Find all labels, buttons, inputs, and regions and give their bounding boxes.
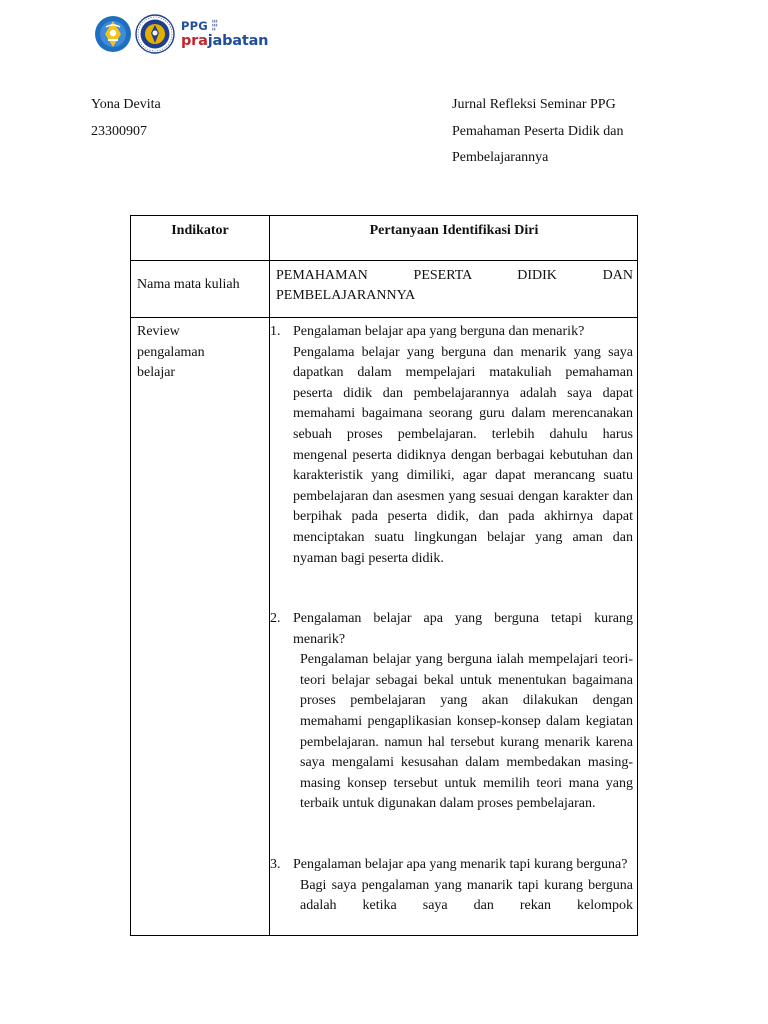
student-name: Yona Devita xyxy=(91,97,161,112)
subject-line-1: Pemahaman Peserta Didik dan xyxy=(452,123,624,139)
list-item xyxy=(270,609,633,815)
row-label-review-pengalaman: Review pengalaman belajar xyxy=(137,324,205,381)
ppg-logo-tagline-mark: ▮▮▮ ▮▮▮ ▮▮ xyxy=(211,19,218,31)
subject-line-2: Pembelajarannya xyxy=(452,150,549,165)
list-item-number: 1. xyxy=(270,324,281,339)
answer-2-text: Pengalaman belajar yang berguna ialah mempelajari teori-teori belajar sebagai bekal untuk menentukan bagaimana proses pembelajaran yang akan dilakukan dengan memahami pengaplikasian konsep-konsep dalam kegiatan pembelajaran. namun hal tersebut kurang menarik karena saya mengalami kesusahan dalam membedakan masing-masing konsep tersebut untuk memilih teori mana yang terbaik untuk digunakan dalam proses pembelajaran. xyxy=(300,652,633,812)
answer-1-text: Pengalama belajar yang berguna dan menarik yang saya dapatkan dalam mempelajari matakuliah pemahaman peserta didik dan pembelajarannya adalah saya dapat memahami bagaimana seorang guru dalam merencanakan sebuah proses pembelajaran. terlebih dahulu harus mengenal peserta didiknya dengan berbagai kebutuhan dan karakteristik yang dimiliki, agar dapat merancang suatu pembelajaran dan asesmen yang sesuai dengan karakter dan berpihak pada peserta didik, dan pada akhirnya dapat menciptakan suatu lingkungan belajar yang aman dan nyaman bagi peserta didik. xyxy=(293,344,633,566)
list-item-number: 3. xyxy=(270,857,281,872)
header-logos xyxy=(94,13,268,55)
ppg-prajabatan-logo xyxy=(181,19,268,49)
list-item-number: 2. xyxy=(270,611,281,626)
reflection-table xyxy=(130,215,638,936)
table-row-divider xyxy=(131,317,637,318)
list-item xyxy=(270,322,633,569)
question-1-text: Pengalaman belajar apa yang berguna dan menarik? xyxy=(293,324,585,339)
ppg-logo-word: PPG xyxy=(181,19,208,33)
university-seal-logo-icon xyxy=(135,14,175,54)
answer-3-text: Bagi saya pengalaman yang manarik tapi kurang berguna adalah ketika saya dan rekan kelompok xyxy=(300,877,633,914)
question-3-text: Pengalaman belajar apa yang menarik tapi kurang berguna? xyxy=(293,857,628,872)
document-title: Jurnal Refleksi Seminar PPG xyxy=(452,97,616,112)
list-item xyxy=(270,855,633,917)
course-name-value: PEMAHAMAN PESERTA DIDIK DAN PEMBELAJARANNYA xyxy=(276,268,633,303)
question-2-text: Pengalaman belajar apa yang berguna tetapi kurang menarik? xyxy=(293,611,633,647)
column-header-indikator: Indikator xyxy=(171,223,229,238)
ppg-logo-brand: prajabatan xyxy=(181,33,269,49)
tut-wuri-handayani-logo-icon xyxy=(94,14,132,54)
student-id: 23300907 xyxy=(91,123,147,139)
table-row-divider xyxy=(131,260,637,261)
row-label-nama-mata-kuliah: Nama mata kuliah xyxy=(137,277,240,292)
student-info xyxy=(91,92,161,145)
document-info xyxy=(452,92,623,172)
column-header-pertanyaan: Pertanyaan Identifikasi Diri xyxy=(369,223,539,238)
